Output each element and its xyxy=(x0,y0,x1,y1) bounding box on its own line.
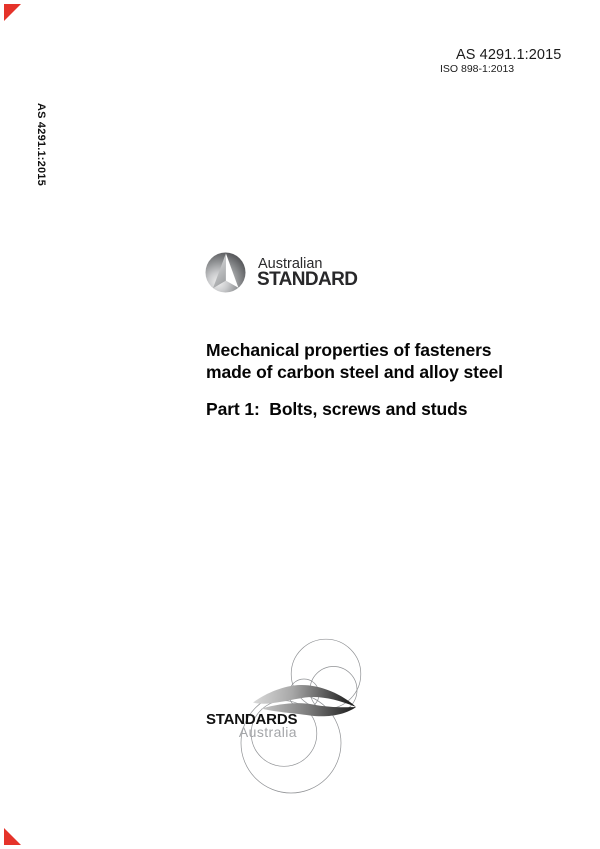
corner-mark-top-left-icon xyxy=(4,4,21,21)
iso-reference-code: ISO 898-1:2013 xyxy=(440,63,515,75)
publisher-logo-line1: Australian xyxy=(258,256,323,272)
document-title xyxy=(206,339,503,384)
part-title: Part 1: Bolts, screws and studs xyxy=(206,399,468,419)
standard-code: AS 4291.1:2015 xyxy=(456,47,562,63)
title-line2: made of carbon steel and alloy steel xyxy=(206,362,503,383)
sphere-triangle-logo-icon xyxy=(205,252,246,293)
title-line1: Mechanical properties of fasteners xyxy=(206,340,492,360)
publisher-logo-line2: STANDARD xyxy=(257,269,358,290)
footer-org-name: STANDARDS xyxy=(206,711,298,728)
corner-mark-bottom-left-icon xyxy=(4,828,21,845)
footer-org-region: Australia xyxy=(238,724,297,740)
spine-vertical-code: AS 4291.1:2015 xyxy=(35,103,47,186)
